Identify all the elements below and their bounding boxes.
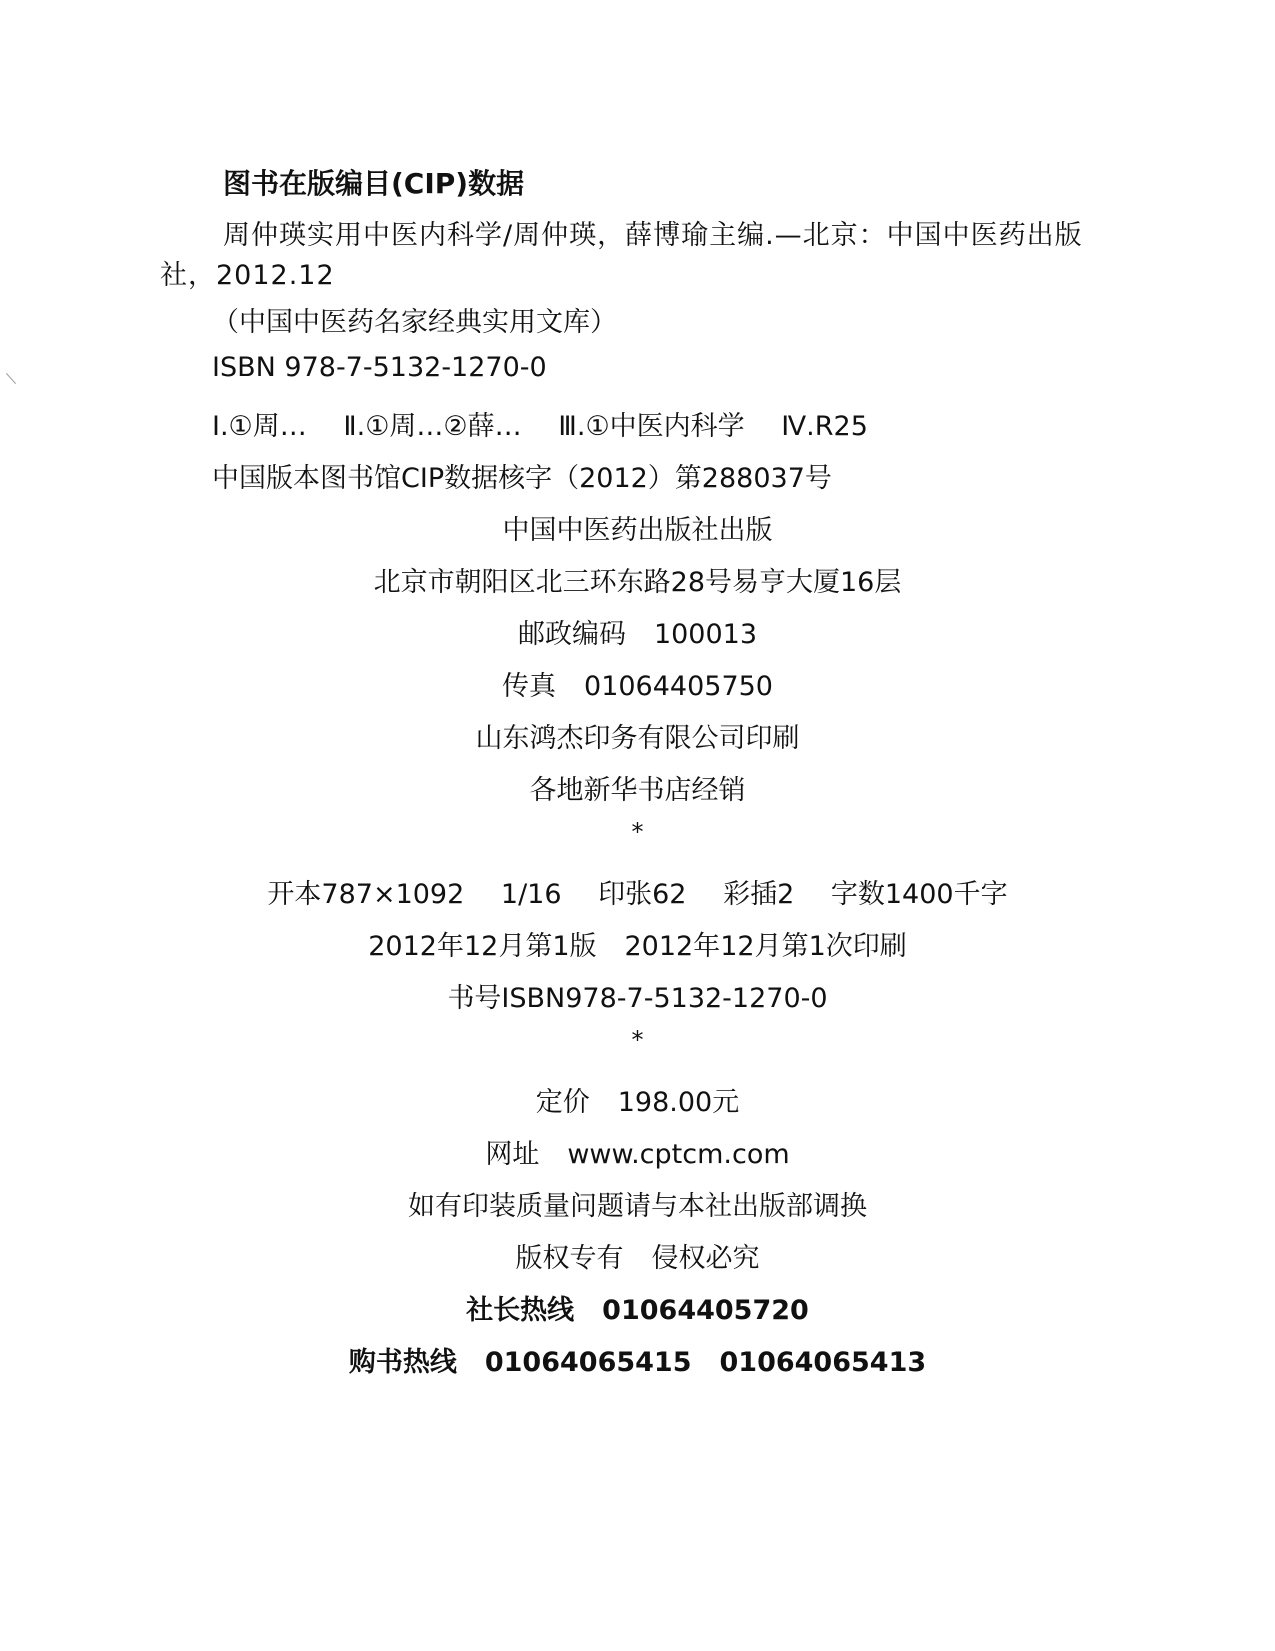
classification-3: Ⅲ.①中医内科学	[558, 411, 745, 442]
distributor-line: 各地新华书店经销	[529, 775, 746, 806]
sales-hotline-line	[0, 1340, 1275, 1379]
copyright-line	[0, 1236, 1275, 1275]
spec-sheets: 印张62	[598, 879, 687, 910]
publisher-name: 中国中医药出版社出版	[502, 515, 773, 546]
spec-edition: 2012年12月第1版	[368, 931, 597, 962]
sales-hotline-phone-2: 01064065413	[719, 1347, 927, 1378]
copyright-left: 版权专有	[515, 1243, 624, 1274]
printer-line: 山东鸿杰印务有限公司印刷	[475, 723, 800, 754]
edge-scan-mark	[6, 373, 16, 384]
postcode-label: 邮政编码	[517, 619, 626, 650]
spec-format: 开本787×1092	[267, 879, 465, 910]
classification-2: Ⅱ.①周…②薛…	[343, 411, 522, 442]
fax-label: 传真	[502, 671, 557, 702]
spec-word-count: 字数1400千字	[830, 879, 1008, 910]
specs-line	[0, 872, 1275, 911]
postcode-line	[0, 612, 1275, 651]
spec-fraction: 1/16	[500, 879, 562, 910]
price-label: 定价	[535, 1087, 590, 1118]
book-number-line: 书号ISBN978-7-5132-1270-0	[447, 983, 828, 1014]
director-hotline-label: 社长热线	[466, 1295, 575, 1326]
edition-line	[0, 924, 1275, 963]
director-hotline-phone: 01064405720	[602, 1295, 809, 1326]
spec-color-plates: 彩插2	[723, 879, 795, 910]
website-line	[0, 1132, 1275, 1171]
classification-1: Ⅰ.①周…	[212, 411, 307, 442]
website-label: 网址	[485, 1139, 540, 1170]
sales-hotline-phone-1: 01064065415	[484, 1347, 692, 1378]
price-line	[0, 1080, 1275, 1119]
separator-star-2: *	[631, 1026, 644, 1054]
cip-title: 图书在版编目(CIP)数据	[223, 167, 525, 200]
quality-notice: 如有印装质量问题请与本社出版部调换	[408, 1191, 867, 1222]
sales-hotline-label: 购书热线	[348, 1347, 457, 1378]
fax-line	[0, 664, 1275, 703]
cip-verification: 中国版本图书馆CIP数据核字（2012）第288037号	[212, 463, 832, 494]
postcode-value: 100013	[653, 619, 758, 650]
spec-printing: 2012年12月第1次印刷	[624, 931, 907, 962]
publisher-address: 北京市朝阳区北三环东路28号易亨大厦16层	[373, 567, 902, 598]
price-value: 198.00元	[617, 1087, 740, 1118]
copyright-right: 侵权必究	[651, 1243, 760, 1274]
director-hotline-line	[0, 1288, 1275, 1327]
classification-4: Ⅳ.R25	[781, 411, 868, 442]
cip-classification	[212, 404, 868, 443]
cip-description: 周仲瑛实用中医内科学/周仲瑛，薛博瑜主编.—北京：中国中医药出版社，2012.12	[160, 220, 1083, 291]
website-value: www.cptcm.com	[567, 1139, 790, 1170]
cip-series: （中国中医药名家经典实用文库）	[212, 307, 617, 338]
cip-isbn: ISBN 978-7-5132-1270-0	[212, 352, 547, 383]
fax-value: 01064405750	[584, 671, 773, 702]
separator-star-1: *	[631, 818, 644, 846]
